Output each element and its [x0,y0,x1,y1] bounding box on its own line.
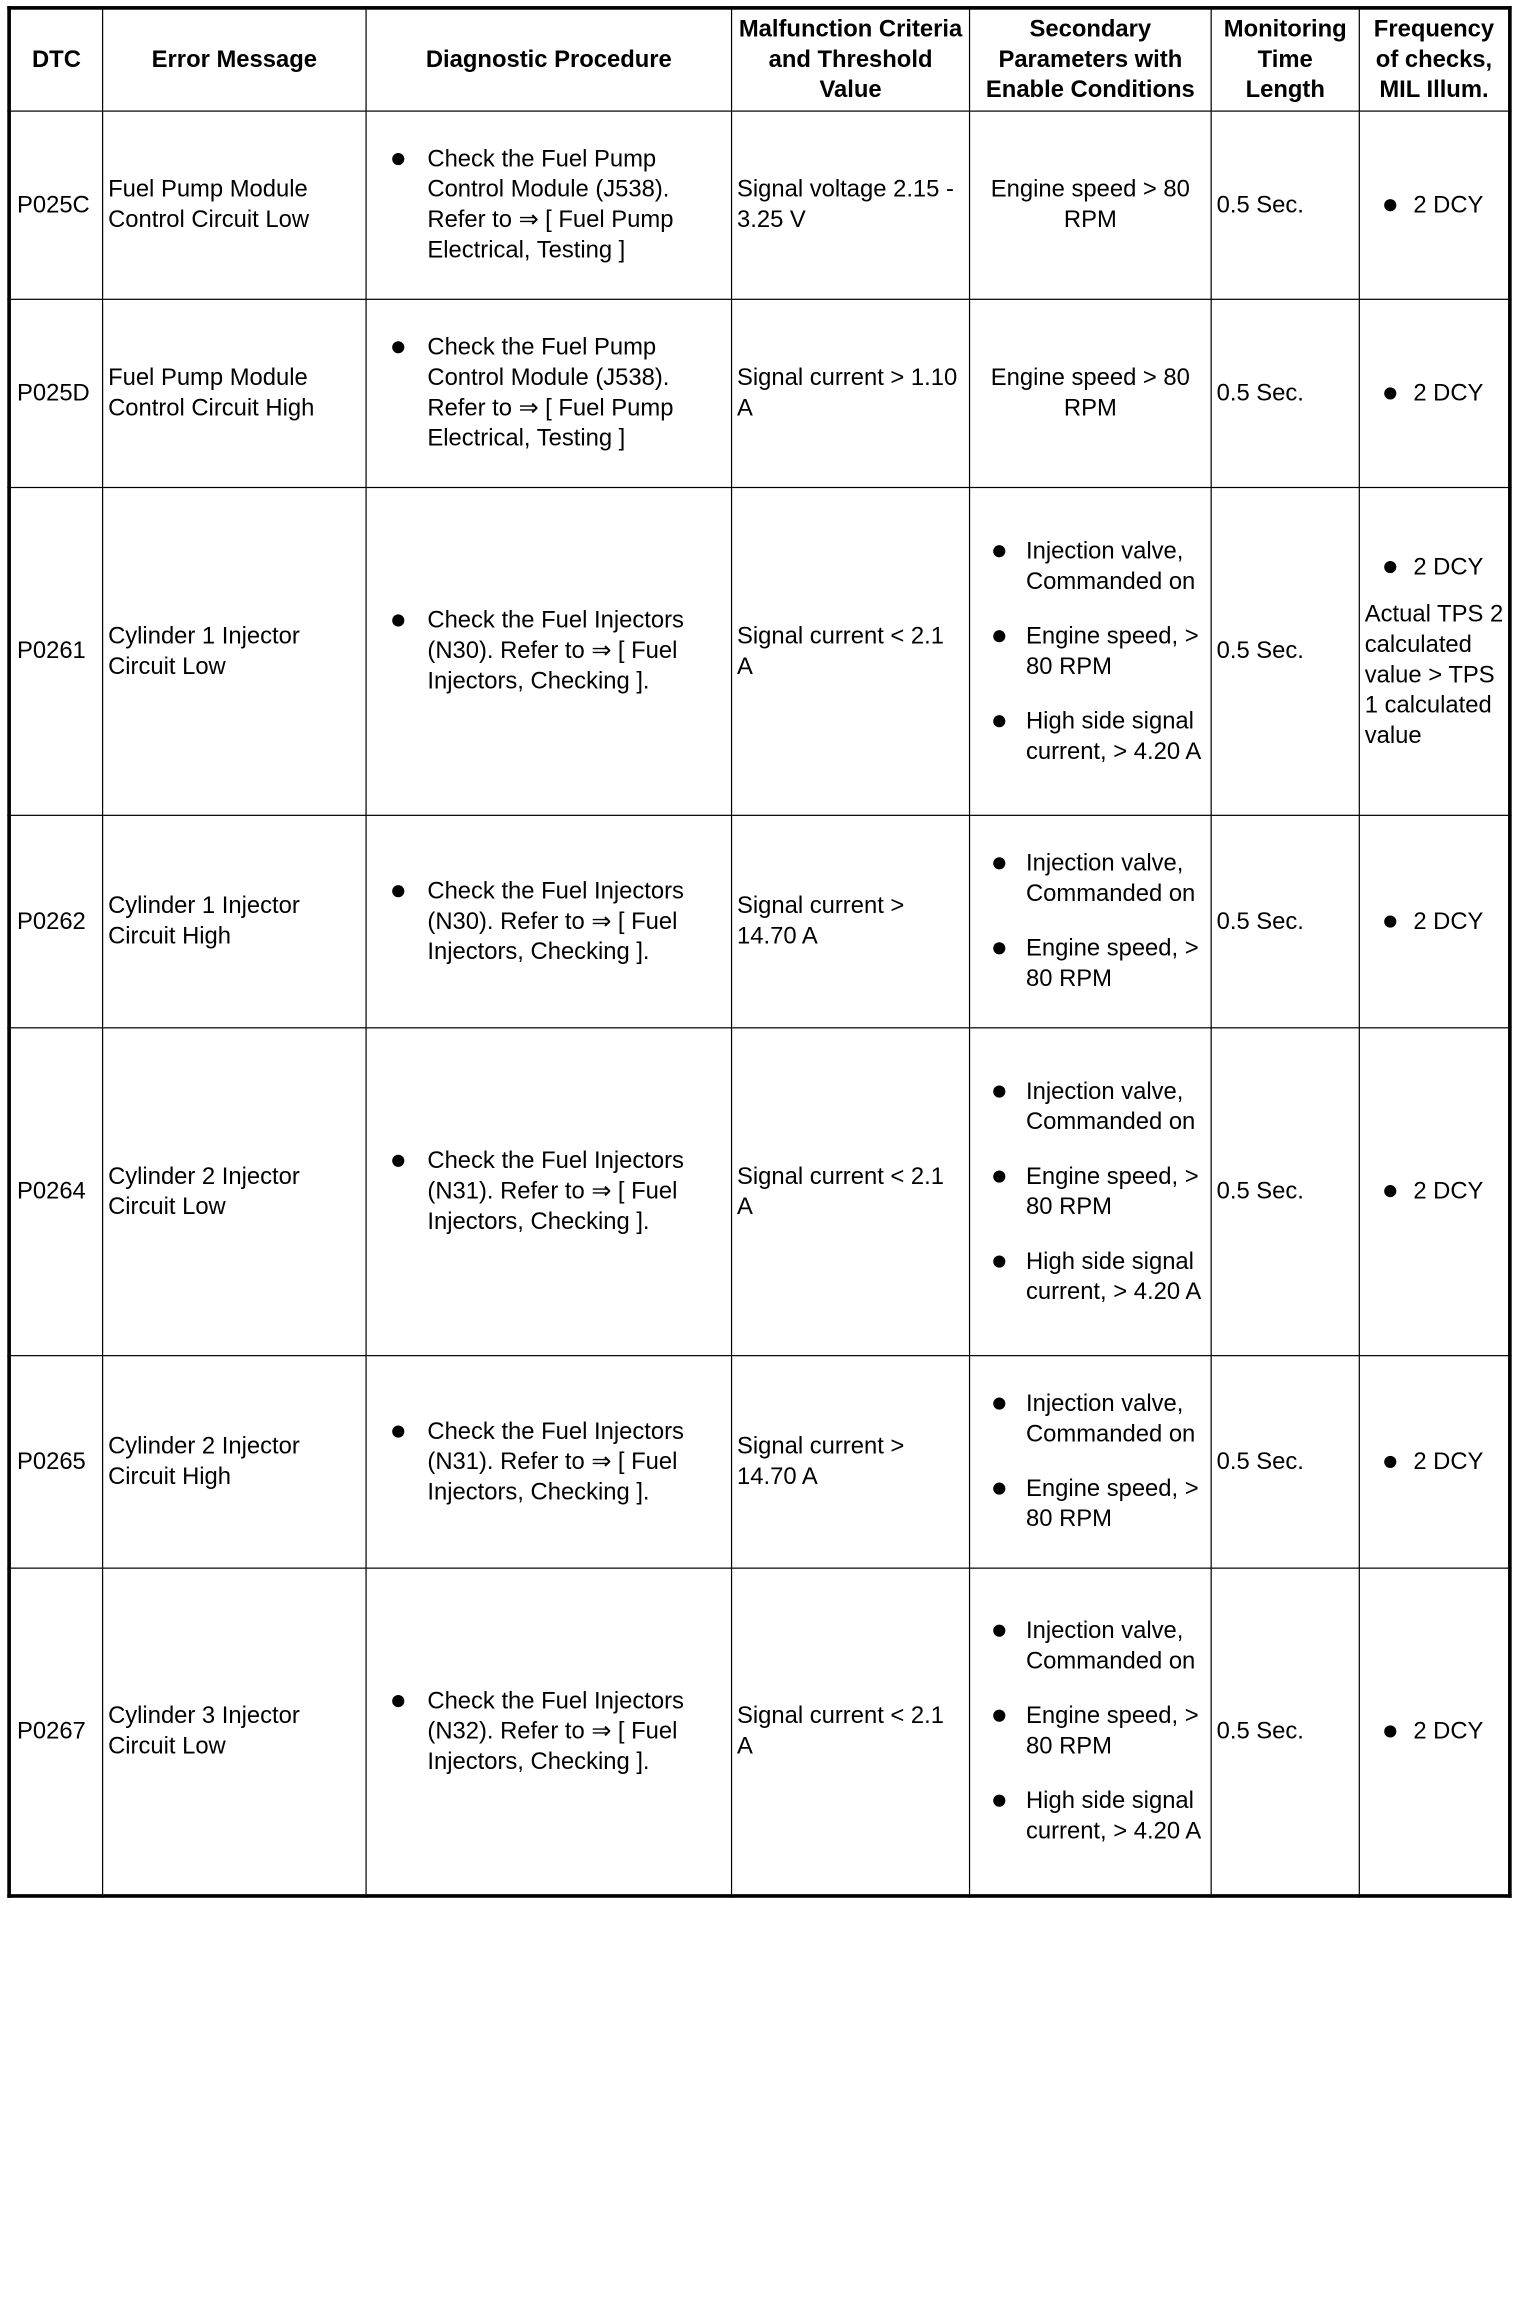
procedure-item-text: Check the Fuel Pump Control Module (J538). Refer to ⇒ [ Fuel Pump Electrical, Testing ] [427,333,674,452]
frequency-item-text: 2 DCY [1413,907,1484,935]
secondary-list [975,849,1206,995]
secondary-list [975,536,1206,767]
monitoring-time: 0.5 Sec. [1216,1447,1304,1475]
secondary-item-text: Engine speed, > 80 RPM [1025,934,1199,993]
secondary-item-text: High side signal current, > 4.20 A [1025,1247,1202,1305]
malfunction-criteria-cell [732,111,970,299]
dtc-cell [9,1356,102,1568]
bullet-icon [993,1255,1005,1267]
secondary-item [975,706,1206,767]
frequency-item-text: 2 DCY [1413,379,1484,407]
secondary-item-text: Injection valve, Commanded on [1025,537,1196,595]
error-message: Cylinder 2 Injector Circuit High [108,1432,300,1490]
monitoring-time-cell [1211,1028,1359,1356]
frequency-item [1365,906,1503,936]
dtc-cell [9,815,102,1027]
malfunction-criteria: Signal voltage 2.15 - 3.25 V [737,176,954,234]
table-body [9,111,1510,1896]
secondary-item-text: Injection valve, Commanded on [1025,1390,1196,1448]
bullet-icon [1384,915,1396,927]
bullet-icon [1384,560,1396,572]
monitoring-time-cell [1211,815,1359,1027]
procedure-list [372,606,727,697]
bullet-icon [993,857,1005,869]
procedure-item-text: Check the Fuel Injectors (N30). Refer to ⇒ [ Fuel Injectors, Checking ]. [427,877,684,965]
procedure-item [372,333,727,454]
frequency-item-text: 2 DCY [1413,191,1484,218]
monitoring-time-cell [1211,1356,1359,1568]
monitoring-time: 0.5 Sec. [1216,1717,1304,1745]
header-dtc: DTC [9,8,102,111]
secondary-item [975,849,1206,910]
malfunction-criteria: Signal current < 2.1 A [737,1702,945,1760]
bullet-icon [1384,387,1396,399]
secondary-item [975,1786,1206,1847]
error-message-cell [103,299,366,487]
bullet-icon [392,885,404,897]
frequency-item-text: 2 DCY [1413,1177,1484,1205]
frequency-cell [1359,299,1510,487]
procedure-list [372,144,727,265]
bullet-icon [392,1155,404,1167]
procedure-item-text: Check the Fuel Pump Control Module (J538). Refer to ⇒ [ Fuel Pump Electrical, Testing ] [427,145,674,264]
procedure-item-text: Check the Fuel Injectors (N31). Refer to ⇒ [ Fuel Injectors, Checking ]. [427,1147,684,1235]
monitoring-time: 0.5 Sec. [1216,379,1304,407]
bullet-icon [993,715,1005,727]
bullet-icon [392,1425,404,1437]
secondary-parameter: Engine speed > 80 RPM [990,364,1190,422]
frequency-item [1365,1447,1503,1477]
error-message-cell [103,1028,366,1356]
table-row [9,299,1510,487]
bullet-icon [392,153,404,165]
error-message: Cylinder 3 Injector Circuit Low [108,1702,300,1760]
diagnostic-procedure-cell [366,1568,731,1896]
secondary-item-text: Injection valve, Commanded on [1025,1617,1196,1675]
malfunction-criteria-cell [732,1568,970,1896]
secondary-parameters-cell [970,299,1212,487]
table-row [9,111,1510,299]
frequency-list [1365,1177,1503,1207]
dtc-code: P0261 [16,637,86,665]
diagnostic-procedure-cell [366,111,731,299]
malfunction-criteria-cell [732,299,970,487]
malfunction-criteria: Signal current > 1.10 A [737,364,958,422]
dtc-code: P0265 [16,1447,86,1475]
procedure-item [372,1146,727,1237]
table-row [9,1356,1510,1568]
secondary-item-text: Engine speed, > 80 RPM [1025,1162,1199,1220]
table-row [9,1568,1510,1896]
secondary-item [975,1076,1206,1137]
malfunction-criteria: Signal current > 14.70 A [737,892,905,950]
diagnostic-procedure-cell [366,1028,731,1356]
bullet-icon [993,1795,1005,1807]
secondary-list [975,1389,1206,1535]
dtc-code: P0267 [16,1717,86,1745]
procedure-list [372,1416,727,1507]
monitoring-time: 0.5 Sec. [1216,637,1304,665]
dtc-cell [9,111,102,299]
bullet-icon [993,942,1005,954]
dtc-cell [9,1028,102,1356]
bullet-icon [993,1483,1005,1495]
secondary-item-text: Injection valve, Commanded on [1025,1077,1196,1135]
procedure-item-text: Check the Fuel Injectors (N32). Refer to ⇒ [ Fuel Injectors, Checking ]. [427,1687,684,1775]
secondary-item [975,1474,1206,1535]
secondary-item [975,1701,1206,1762]
procedure-list [372,1686,727,1777]
secondary-parameter: Engine speed > 80 RPM [990,176,1190,234]
frequency-item [1365,378,1503,408]
secondary-item-text: High side signal current, > 4.20 A [1025,1787,1202,1845]
bullet-icon [392,1694,404,1706]
frequency-cell [1359,1028,1510,1356]
malfunction-criteria: Signal current < 2.1 A [737,1162,945,1220]
secondary-item-text: Engine speed, > 80 RPM [1025,1475,1199,1533]
header-row [9,8,1510,111]
bullet-icon [1384,1725,1396,1737]
frequency-list [1365,378,1503,408]
error-message-cell [103,815,366,1027]
secondary-item [975,621,1206,682]
secondary-item [975,1389,1206,1450]
procedure-list [372,876,727,967]
frequency-list [1365,1716,1503,1746]
secondary-item-text: Injection valve, Commanded on [1025,849,1196,908]
table-row [9,1028,1510,1356]
error-message: Fuel Pump Module Control Circuit Low [108,176,310,234]
bullet-icon [993,1625,1005,1637]
procedure-item [372,144,727,265]
secondary-item-text: High side signal current, > 4.20 A [1025,707,1202,765]
secondary-parameters-cell [970,111,1212,299]
frequency-cell [1359,1356,1510,1568]
dtc-cell [9,299,102,487]
frequency-cell [1359,488,1510,816]
monitoring-time-cell [1211,299,1359,487]
malfunction-criteria-cell [732,488,970,816]
table-row [9,815,1510,1027]
secondary-item [975,934,1206,995]
bullet-icon [392,614,404,626]
bullet-icon [993,1710,1005,1722]
malfunction-criteria-cell [732,815,970,1027]
procedure-item-text: Check the Fuel Injectors (N31). Refer to ⇒ [ Fuel Injectors, Checking ]. [427,1417,684,1506]
error-message: Fuel Pump Module Control Circuit High [108,364,315,422]
diagnostic-procedure-cell [366,1356,731,1568]
secondary-item [975,1246,1206,1307]
dtc-code: P025D [16,379,90,407]
frequency-list [1365,552,1503,582]
error-message: Cylinder 1 Injector Circuit High [108,892,300,950]
frequency-item [1365,190,1503,220]
bullet-icon [392,341,404,353]
error-message: Cylinder 2 Injector Circuit Low [108,1162,300,1220]
bullet-icon [993,1398,1005,1410]
secondary-parameters-cell [970,1028,1212,1356]
dtc-cell [9,488,102,816]
diagnostic-procedure-cell [366,299,731,487]
procedure-list [372,333,727,454]
procedure-item [372,606,727,697]
malfunction-criteria-cell [732,1356,970,1568]
frequency-cell [1359,815,1510,1027]
frequency-cell [1359,111,1510,299]
bullet-icon [993,1085,1005,1097]
secondary-item-text: Engine speed, > 80 RPM [1025,1702,1199,1760]
bullet-icon [993,630,1005,642]
procedure-list [372,1146,727,1237]
bullet-icon [993,1170,1005,1182]
secondary-parameters-cell [970,1568,1212,1896]
monitoring-time-cell [1211,488,1359,816]
diagnostic-procedure-cell [366,488,731,816]
monitoring-time: 0.5 Sec. [1216,1177,1304,1205]
procedure-item [372,1686,727,1777]
error-message-cell [103,111,366,299]
bullet-icon [993,545,1005,557]
secondary-list [975,1616,1206,1847]
dtc-code: P025C [16,191,90,218]
dtc-cell [9,1568,102,1896]
monitoring-time-cell [1211,1568,1359,1896]
monitoring-time: 0.5 Sec. [1216,191,1304,218]
diagnostic-procedure-cell [366,815,731,1027]
secondary-parameters-cell [970,488,1212,816]
table-row [9,488,1510,816]
frequency-item-text: 2 DCY [1413,1447,1484,1475]
frequency-item [1365,1177,1503,1207]
frequency-cell [1359,1568,1510,1896]
procedure-item [372,876,727,967]
header-diagnostic-procedure: Diagnostic Procedure [366,8,731,111]
secondary-parameters-cell [970,815,1212,1027]
header-monitoring-time: Monitoring Time Length [1211,8,1359,111]
secondary-item [975,536,1206,597]
error-message-cell [103,1568,366,1896]
monitoring-time-cell [1211,111,1359,299]
bullet-icon [1384,1185,1396,1197]
frequency-item-text: 2 DCY [1413,1717,1484,1745]
frequency-item [1365,1716,1503,1746]
error-message-cell [103,488,366,816]
frequency-list [1365,190,1503,220]
error-message-cell [103,1356,366,1568]
secondary-list [975,1076,1206,1307]
procedure-item [372,1416,727,1507]
bullet-icon [1384,1455,1396,1467]
dtc-code: P0262 [16,907,86,935]
malfunction-criteria-cell [732,1028,970,1356]
header-secondary-parameters: Secondary Parameters with Enable Conditions [970,8,1212,111]
frequency-item-text: 2 DCY [1413,553,1484,580]
frequency-note: Actual TPS 2 calculated value > TPS 1 calculated value [1364,600,1504,749]
header-frequency: Frequency of checks, MIL Illum. [1359,8,1510,111]
secondary-item [975,1161,1206,1222]
frequency-list [1365,906,1503,936]
secondary-item-text: Engine speed, > 80 RPM [1025,622,1199,680]
error-message: Cylinder 1 Injector Circuit Low [108,622,300,680]
secondary-parameters-cell [970,1356,1212,1568]
frequency-list [1365,1447,1503,1477]
malfunction-criteria: Signal current < 2.1 A [737,622,945,680]
frequency-item [1365,552,1503,582]
monitoring-time: 0.5 Sec. [1216,907,1304,935]
secondary-item [975,1616,1206,1677]
bullet-icon [1384,199,1396,211]
header-error-message: Error Message [103,8,366,111]
malfunction-criteria: Signal current > 14.70 A [737,1432,905,1490]
dtc-table [7,6,1511,1898]
procedure-item-text: Check the Fuel Injectors (N30). Refer to ⇒ [ Fuel Injectors, Checking ]. [427,607,684,695]
header-malfunction-criteria: Malfunction Criteria and Threshold Value [732,8,970,111]
dtc-code: P0264 [16,1177,86,1205]
